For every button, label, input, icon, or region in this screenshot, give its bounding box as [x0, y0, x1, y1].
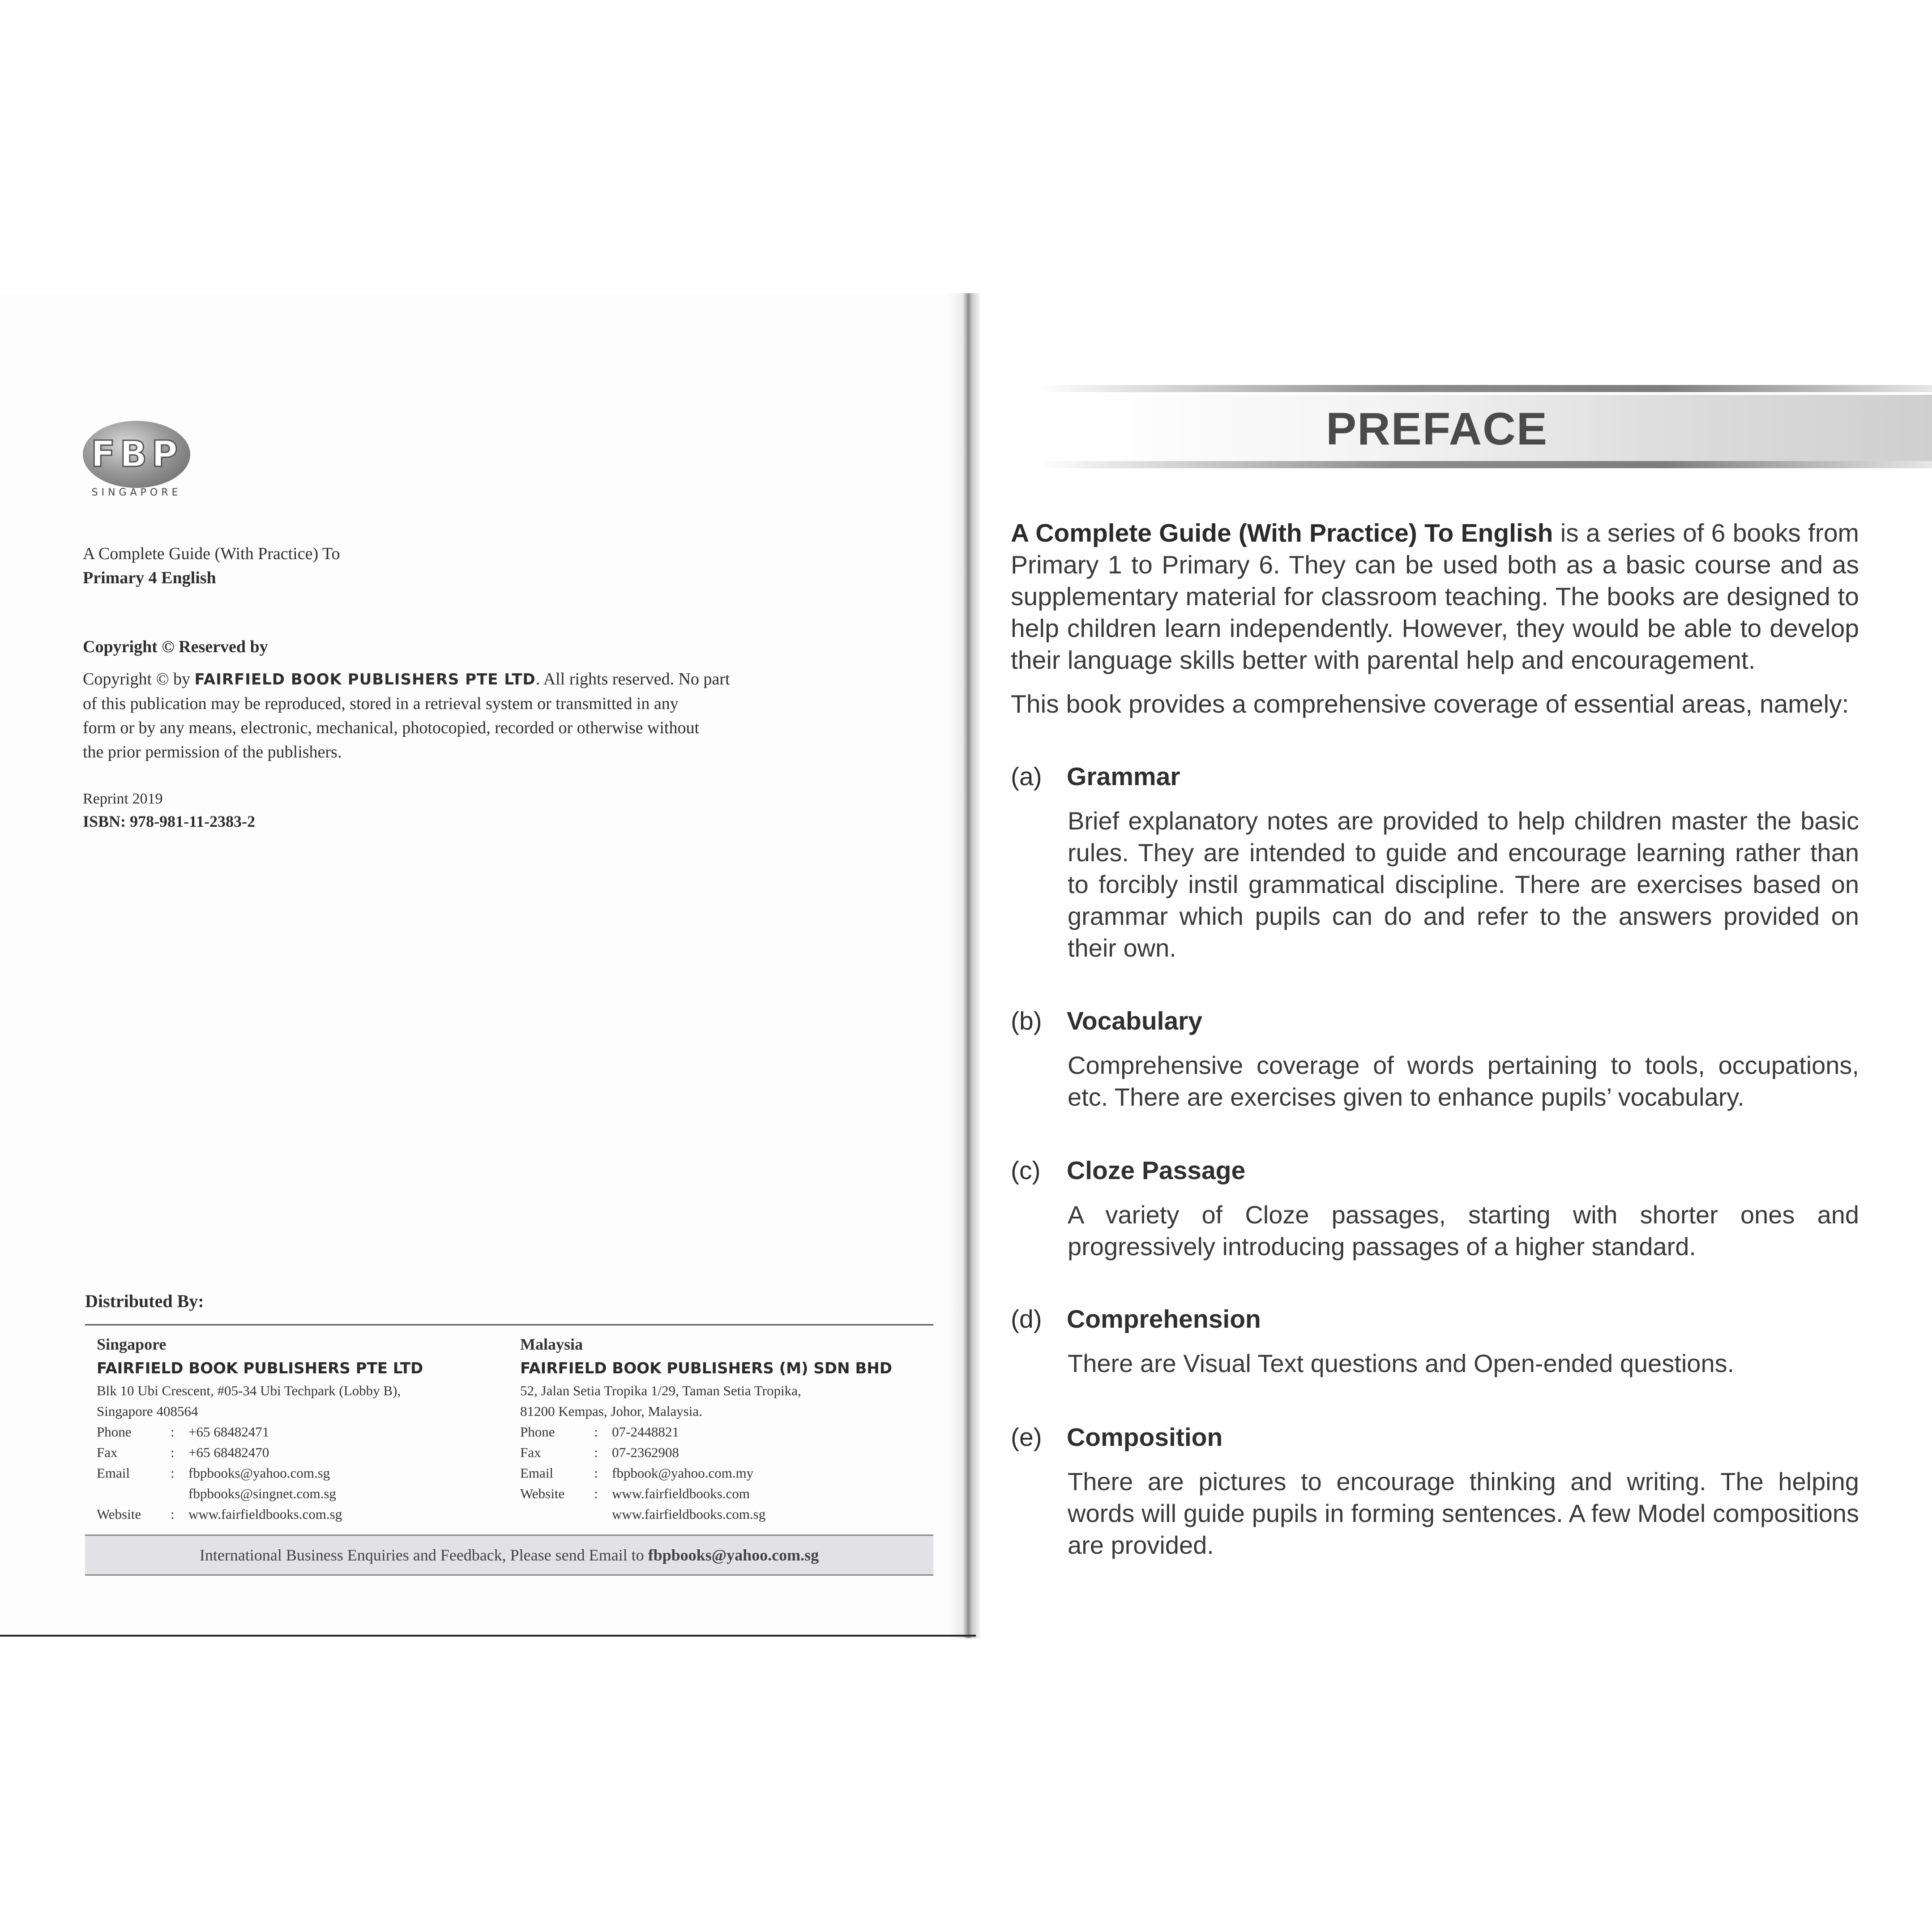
singapore-fax-row	[97, 1442, 500, 1463]
logo-text: FBP	[90, 433, 183, 475]
distributed-by-heading: Distributed By:	[85, 1291, 204, 1311]
malaysia-phone: 07-2448821	[612, 1424, 679, 1440]
book-title	[83, 542, 340, 590]
preface-bottom-rule	[1039, 461, 1932, 468]
preface-top-rule	[1039, 385, 1932, 392]
copyright-body-1: . All rights reserved. No part	[535, 670, 730, 688]
singapore-email-2: fbpbooks@singnet.com.sg	[188, 1486, 336, 1501]
singapore-phone: +65 68482471	[188, 1424, 269, 1440]
malaysia-website-2: www.fairfieldbooks.com.sg	[612, 1506, 766, 1522]
website-label: Website	[97, 1506, 141, 1522]
singapore-website-row	[97, 1504, 500, 1525]
enquiries-email: fbpbooks@yahoo.com.sg	[648, 1546, 819, 1564]
section-label: (e)	[1011, 1423, 1042, 1452]
section-heading-a	[1011, 761, 1180, 793]
section-title: Vocabulary	[1067, 1007, 1203, 1035]
separator: :	[594, 1424, 598, 1440]
section-title: Composition	[1067, 1423, 1223, 1452]
separator: :	[594, 1445, 598, 1460]
singapore-website: www.fairfieldbooks.com.sg	[188, 1506, 342, 1522]
page-bottom-edge	[0, 1635, 976, 1637]
malaysia-website-row-2	[520, 1504, 932, 1525]
logo-subtext: SINGAPORE	[91, 487, 182, 498]
enquiries-bar	[85, 1534, 933, 1576]
separator: :	[594, 1486, 598, 1501]
singapore-phone-row	[97, 1422, 500, 1442]
singapore-distributor	[97, 1334, 500, 1525]
phone-label: Phone	[520, 1424, 555, 1440]
copyright-heading: Copyright © Reserved by	[83, 637, 268, 656]
reprint-year: Reprint 2019	[83, 791, 163, 807]
singapore-address-1: Blk 10 Ubi Crescent, #05-34 Ubi Techpark (Lobby B),	[97, 1383, 401, 1398]
separator: :	[594, 1465, 598, 1481]
enquiries-text: International Business Enquiries and Feedback, Please send Email to	[199, 1546, 648, 1564]
section-heading-b	[1011, 1005, 1202, 1037]
separator: :	[171, 1445, 175, 1460]
reprint-info	[83, 788, 255, 833]
section-body-e: There are pictures to encourage thinking and writing. The helping words will guide pupils in forming sentences. A few Model compositions are provided.	[1068, 1467, 1859, 1559]
malaysia-address-2: 81200 Kempas, Johor, Malaysia.	[520, 1403, 702, 1419]
section-body-a: Brief explanatory notes are provided to help children master the basic rules. They are intended to guide and encourage learning rather than to forcibly instil grammatical discipline. There are exercises based on grammar which pupils can do and refer to the answers provided on their own.	[1068, 807, 1859, 962]
copyright-prefix: Copyright © by	[83, 670, 195, 688]
section-heading-d	[1011, 1304, 1261, 1335]
copyright-line2: of this publication may be reproduced, stored in a retrieval system or transmitted in any	[83, 694, 679, 713]
singapore-fax: +65 68482470	[188, 1445, 269, 1460]
distributed-by-rule	[85, 1324, 933, 1325]
preface-heading: PREFACE	[1326, 403, 1548, 454]
singapore-email-1: fbpbooks@yahoo.com.sg	[188, 1465, 330, 1481]
malaysia-email: fbpbook@yahoo.com.my	[612, 1465, 754, 1481]
book-title-line2: Primary 4 English	[83, 568, 216, 587]
singapore-company: FAIRFIELD BOOK PUBLISHERS PTE LTD	[97, 1359, 423, 1377]
copyright-line3: form or by any means, electronic, mechanical, photocopied, recorded or otherwise without	[83, 718, 700, 737]
singapore-address-2: Singapore 408564	[97, 1403, 198, 1419]
section-title: Cloze Passage	[1067, 1156, 1246, 1185]
malaysia-phone-row	[520, 1422, 932, 1442]
email-label: Email	[520, 1465, 554, 1481]
singapore-label: Singapore	[97, 1335, 167, 1353]
separator: :	[171, 1424, 175, 1440]
copyright-line4: the prior permission of the publishers.	[83, 743, 342, 761]
malaysia-fax-row	[520, 1442, 932, 1463]
section-title: Grammar	[1067, 762, 1180, 791]
malaysia-distributor	[520, 1334, 932, 1525]
fbp-logo	[78, 421, 199, 510]
malaysia-label: Malaysia	[520, 1335, 583, 1353]
section-label: (a)	[1011, 762, 1042, 791]
copyright-notice	[83, 667, 754, 764]
malaysia-fax: 07-2362908	[612, 1445, 679, 1460]
intro-text: is a series of 6 books from Primary 1 to Primary 6. They can be used both as a basic course and as supplementary material for classroom teaching. The books are designed to help children learn independently. However, they would be able to develop their language skills better with parental help and encouragement.	[1011, 519, 1859, 675]
copyright-line1	[83, 667, 754, 692]
section-body-b: Comprehensive coverage of words pertaining to tools, occupations, etc. There are exercises given to enhance pupils’ vocabulary.	[1068, 1051, 1859, 1111]
book-gutter	[949, 293, 980, 1638]
preface-intro	[1011, 517, 1859, 676]
malaysia-website-row	[520, 1483, 932, 1504]
section-heading-c	[1011, 1155, 1245, 1187]
section-body-d: There are Visual Text questions and Open-ended questions.	[1068, 1349, 1735, 1377]
section-heading-e	[1011, 1422, 1222, 1453]
preface-intro-2: This book provides a comprehensive coverage of essential areas, namely:	[1011, 690, 1849, 718]
book-title-line1: A Complete Guide (With Practice) To	[83, 544, 340, 563]
copyright-company: FAIRFIELD BOOK PUBLISHERS PTE LTD	[194, 671, 536, 688]
singapore-email-row-2	[97, 1483, 500, 1504]
malaysia-company: FAIRFIELD BOOK PUBLISHERS (M) SDN BHD	[520, 1359, 892, 1377]
section-label: (c)	[1011, 1156, 1041, 1185]
website-label: Website	[520, 1486, 565, 1501]
section-body-c: A variety of Cloze passages, starting with shorter ones and progressively introducing passages of a higher standard.	[1068, 1201, 1859, 1261]
series-title: A Complete Guide (With Practice) To English	[1011, 519, 1553, 547]
isbn: ISBN: 978-981-11-2383-2	[83, 812, 255, 830]
section-label: (d)	[1011, 1305, 1042, 1334]
malaysia-email-row	[520, 1463, 932, 1483]
fax-label: Fax	[520, 1445, 541, 1460]
singapore-email-row	[97, 1463, 500, 1483]
phone-label: Phone	[97, 1424, 132, 1440]
malaysia-address-1: 52, Jalan Setia Tropika 1/29, Taman Setia Tropika,	[520, 1383, 801, 1398]
section-title: Comprehension	[1067, 1305, 1261, 1334]
section-label: (b)	[1011, 1007, 1042, 1035]
malaysia-website-1: www.fairfieldbooks.com	[612, 1486, 750, 1501]
separator: :	[171, 1506, 175, 1522]
email-label: Email	[97, 1465, 130, 1481]
separator: :	[171, 1465, 175, 1481]
fax-label: Fax	[97, 1445, 118, 1460]
